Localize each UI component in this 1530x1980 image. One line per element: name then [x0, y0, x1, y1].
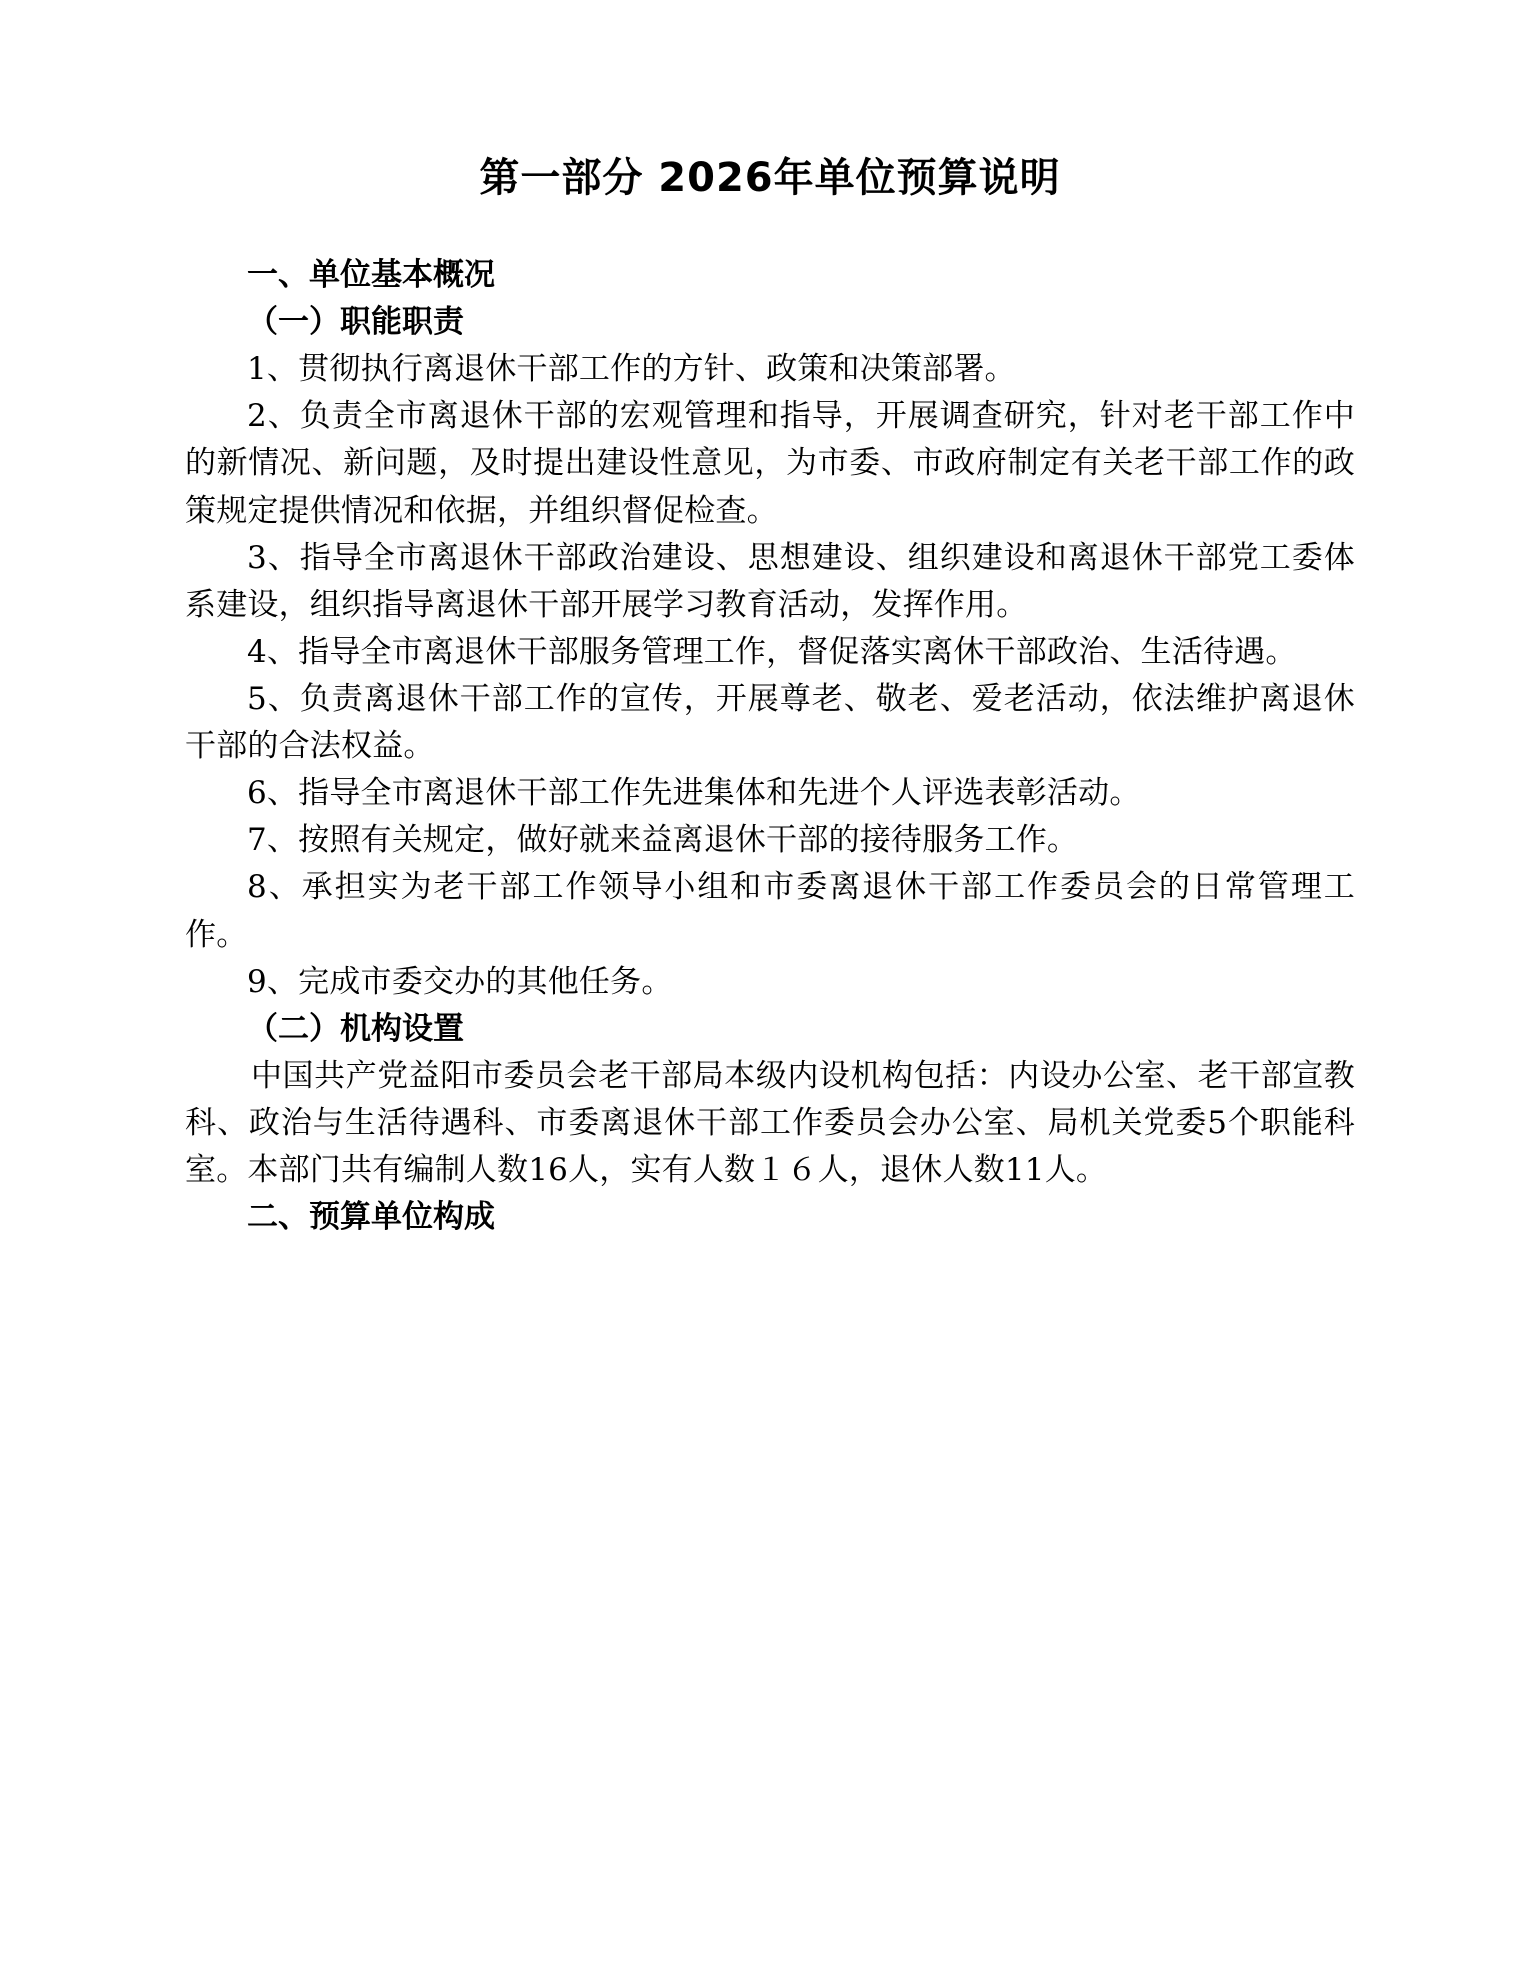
paragraph-item-8: 8、承担实为老干部工作领导小组和市委离退休干部工作委员会的日常管理工作。 — [185, 869, 1355, 953]
section-heading-organization: （二）机构设置 — [247, 1010, 464, 1047]
section-heading-budget-units: 二、预算单位构成 — [247, 1199, 495, 1236]
paragraph-item-7: 7、按照有关规定，做好就来益离退休干部的接待服务工作。 — [247, 822, 1079, 859]
paragraph-item-2: 2、负责全市离退休干部的宏观管理和指导，开展调查研究，针对老干部工作中的新情况、新问题，及时提出建设性意见，为市委、市政府制定有关老干部工作的政策规定提供情况和依据，并组织督促检查。 — [185, 398, 1355, 529]
paragraph-item-4: 4、指导全市离退休干部服务管理工作，督促落实离休干部政治、生活待遇。 — [247, 633, 1297, 670]
paragraph-item-1: 1、贯彻执行离退休干部工作的方针、政策和决策部署。 — [247, 351, 1016, 388]
paragraph-item-6: 6、指导全市离退休干部工作先进集体和先进个人评选表彰活动。 — [247, 775, 1141, 812]
paragraph-item-9: 9、完成市委交办的其他任务。 — [247, 963, 673, 1000]
section-heading-functions: （一）职能职责 — [247, 304, 464, 341]
section-heading-basic-overview: 一、单位基本概况 — [247, 257, 495, 293]
paragraph-organization: 中国共产党益阳市委员会老干部局本级内设机构包括：内设办公室、老干部宣教科、政治与生活待遇科、市委离退休干部工作委员会办公室、局机关党委5个职能科室。本部门共有编制人数16人，实有人数１６人，退休人数11人。 — [185, 1057, 1355, 1189]
paragraph-item-3: 3、指导全市离退休干部政治建设、思想建设、组织建设和离退休干部党工委体系建设，组织指导离退休干部开展学习教育活动，发挥作用。 — [185, 539, 1355, 623]
page-title: 第一部分 2026年单位预算说明 — [479, 155, 1061, 201]
paragraph-item-5: 5、负责离退休干部工作的宣传，开展尊老、敬老、爱老活动，依法维护离退休干部的合法权益。 — [185, 680, 1355, 765]
